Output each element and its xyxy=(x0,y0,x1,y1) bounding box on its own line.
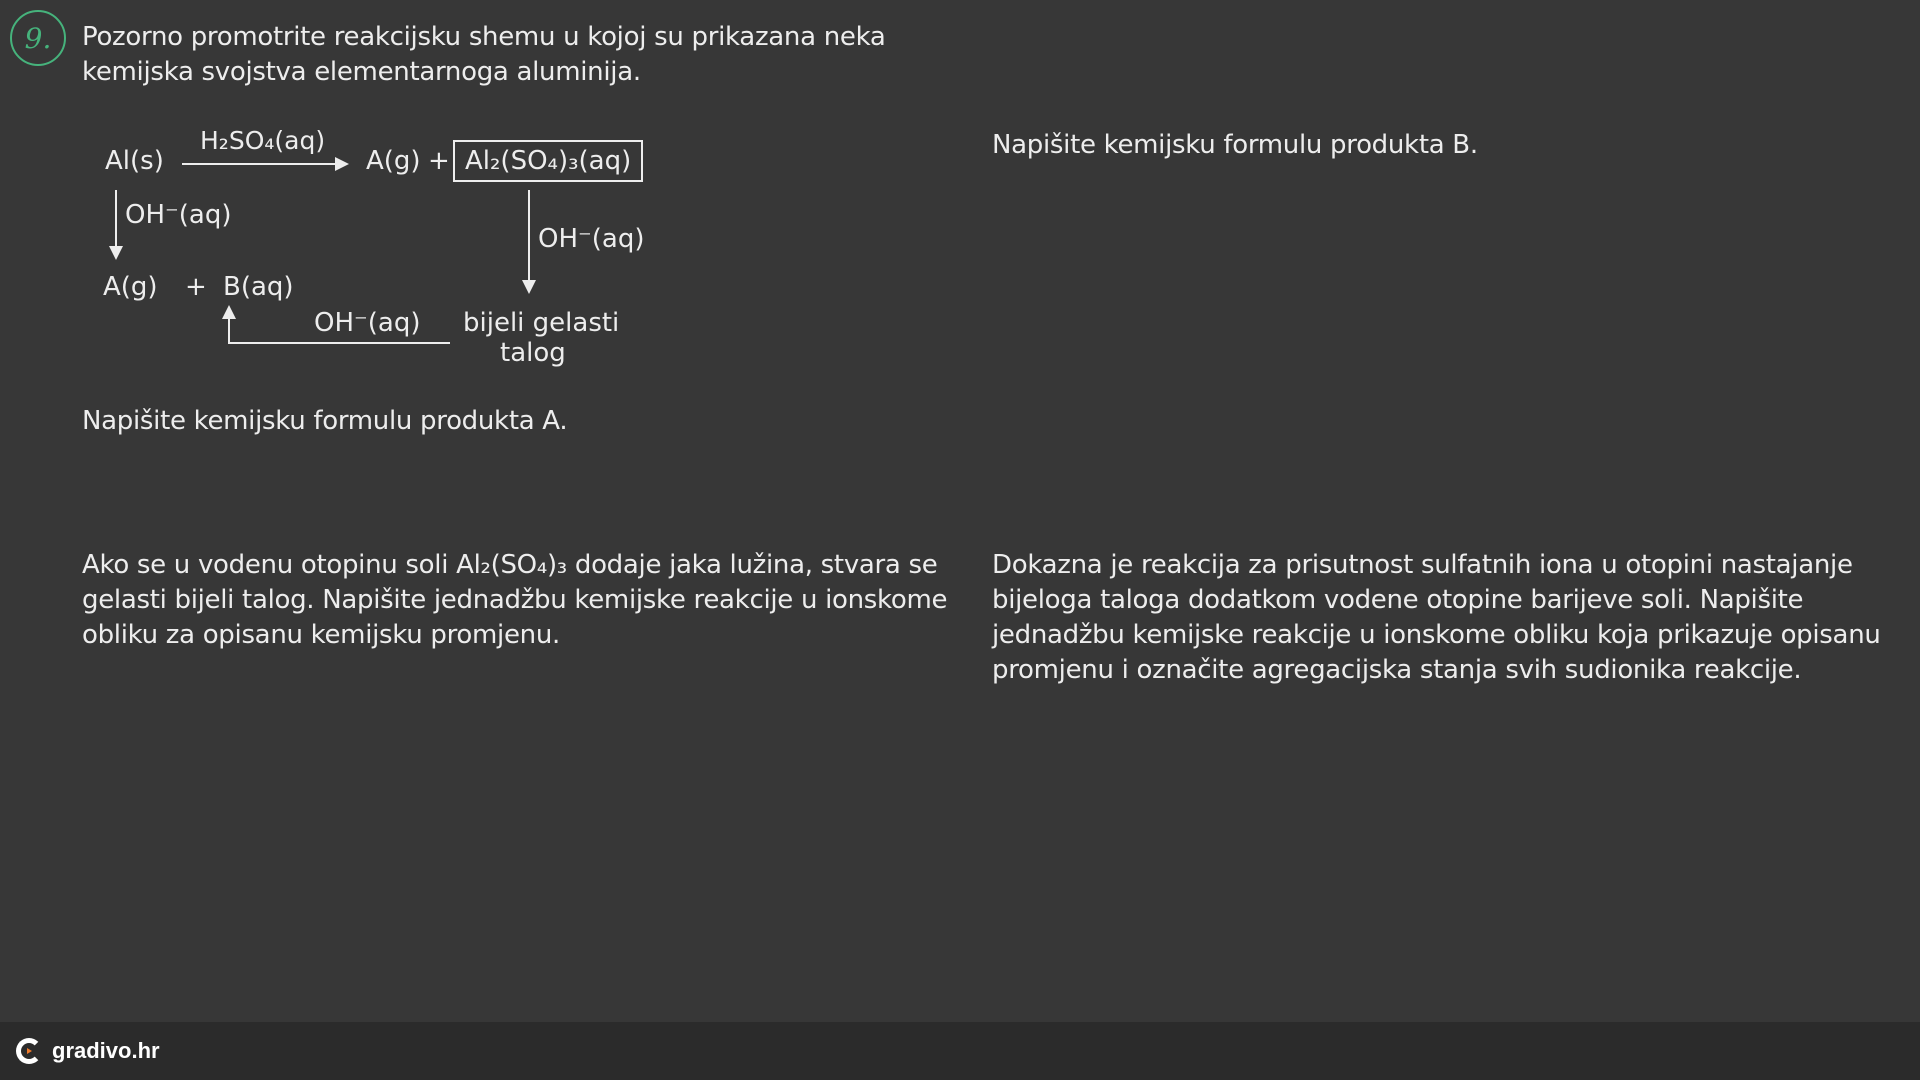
arrow-down-left-line xyxy=(115,190,117,250)
product-b: B(aq) xyxy=(223,272,294,302)
reagent-oh-right: OH⁻(aq) xyxy=(538,224,645,254)
product-a-gas-2: A(g) xyxy=(103,272,158,302)
question-intro: Pozorno promotrite reakcijsku shemu u kojoj su prikazana neka kemijska svojstva elementarnoga aluminija. xyxy=(82,22,886,87)
precipitate-label-line2: talog xyxy=(500,338,566,368)
reagent-oh-left: OH⁻(aq) xyxy=(125,200,232,230)
question-number: 9. xyxy=(24,21,52,55)
plus-sign-2: + xyxy=(185,272,207,302)
brand-name[interactable]: gradivo.hr xyxy=(52,1038,160,1063)
reactant-al: Al(s) xyxy=(105,146,164,176)
arrow-down-right-head xyxy=(522,280,536,294)
gradivo-logo-icon xyxy=(16,1038,42,1064)
arrow-down-left-head xyxy=(109,246,123,260)
precipitate-label-line1: bijeli gelasti xyxy=(463,308,620,338)
return-arrow-up-head xyxy=(222,305,236,319)
plus-sign: + xyxy=(428,146,450,176)
return-arrow-bottom-line xyxy=(228,342,450,344)
arrow-right-head xyxy=(335,157,349,171)
footer-bar xyxy=(0,1022,1920,1080)
arrow-right-line xyxy=(182,163,342,165)
question-ionic-equation-hydroxide: Ako se u vodenu otopinu soli Al₂(SO₄)₃ dodaje jaka lužina, stvara se gelasti bijeli talog. Napišite jednadžbu kemijske reakcije u ionskome obliku za opisanu kemijsku promjenu. xyxy=(82,550,948,650)
reagent-h2so4: H₂SO₄(aq) xyxy=(200,126,326,155)
return-arrow-up-line xyxy=(228,318,230,344)
reagent-oh-bottom: OH⁻(aq) xyxy=(314,308,421,338)
product-a-gas: A(g) xyxy=(366,146,421,176)
question-ionic-equation-sulfate: Dokazna je reakcija za prisutnost sulfatnih iona u otopini nastajanje bijeloga taloga dodatkom vodene otopine barijeve soli. Napišite jednadžbu kemijske reakcije u ionskome obliku koja prikazuje opisanu promjenu i označite agregacijska stanja svih sudionika reakcije. xyxy=(992,550,1881,685)
boxed-product-al2so43: Al₂(SO₄)₃(aq) xyxy=(453,140,643,182)
question-number-badge xyxy=(10,10,66,66)
question-product-a: Napišite kemijsku formulu produkta A. xyxy=(82,406,568,436)
question-product-b: Napišite kemijsku formulu produkta B. xyxy=(992,130,1478,160)
arrow-down-right-line xyxy=(528,190,530,284)
